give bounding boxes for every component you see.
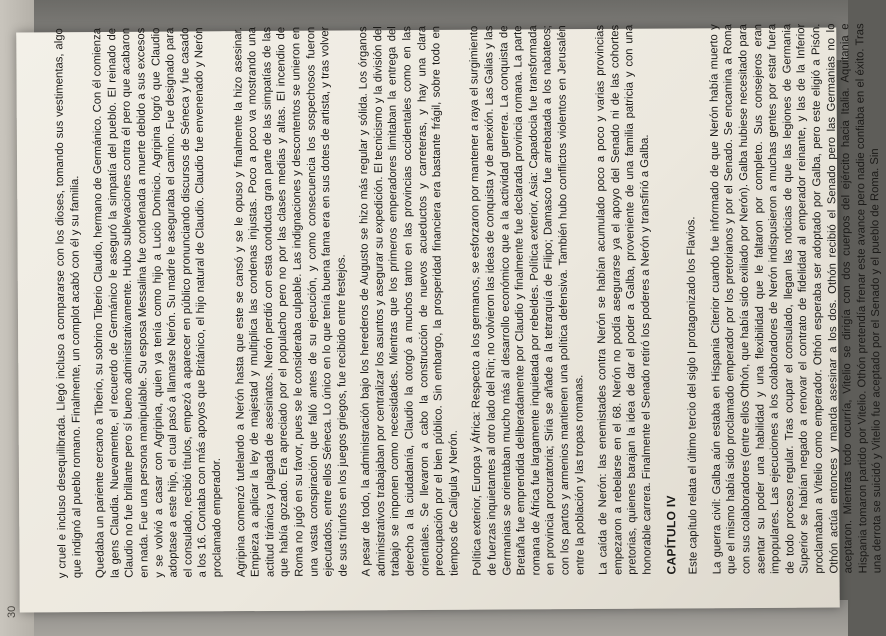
paragraph-agripina-neron: Agripina comenzó tutelando a Nerón hasta que este se cansó y se le opuso y finalmente la hizo asesinar. Empieza a aplicar la ley de majestad y multiplica las condenas injustas. Poco a poco va mostrando una actitud tiránica y plagada de asesinatos. Nerón perdió con esta conducta gran parte de las simpatías de las que había gozado. Era apreciado por el populacho pero no por las clases medias y altas. El incendio de Roma no jugó en su favor, pues se le consideraba culpable. Las indignaciones y descontentos se unieron en una vasta conspiración que falló antes de su ejecución, y como consecuencia los sospechosos fueron ejecutados, entre ellos Séneca. Lo único en lo que tenía buena fama era en sus dotes de artista, y tras volver de sus triunfos en los juegos griegos, fue recibido entre festejos. xyxy=(231,26,350,578)
paragraph-claudio: Quedaba un pariente cercano a Tiberio, su sobrino Tiberio Claudio, hermano de Germánico. Con él comienza la gens Claudia. Nuevamente, el recuerdo de Germánico le aseguró la simpatía del pueblo. El reinado de Claudio no fue brillante pero sí bueno administrativamente. Hubo sublevaciones contra él pero que acabaron en nada. Fue una persona manipulable. Su esposa Messalina fue condenada a muerte debido a sus excesos y se volvió a casar con Agripina, quien ya tenía como hijo a Lucio Domicio. Agripina logró que Claudio adoptase a este hijo, el cual pasó a llamarse Nerón. Su madre le aseguraba el camino. Fue designado para el consulado, recibió títulos, empezó a aparecer en público pronunciando discursos de Séneca y fue casado a los 16. Contaba con más apoyos que Británico, el hijo natural de Claudio. Claudio fue envenenado y Nerón proclamado emperador. xyxy=(91,27,224,579)
paragraph-caida-neron: La caída de Nerón: las enemistades contra Nerón se habían acumulado poco a poco y varias provincias empezaron a rebelarse en el 68. Nerón no podía asegurarse ya el apoyo del Senado ni de las cohortes pretorias, quienes barajan la idea de dar el poder a Galba, proveniente de una familia patricia y con una honorable carrera. Finalmente el Senado retiró los poderes a Nerón y transfirió a Galba. xyxy=(594,24,654,575)
paragraph-guerra-civil: La guerra civil: Galba aún estaba en Hispania Citerior cuando fue informado de que Nerón había muerto y que el mismo había sido proclamado emperador por los pretorianos y por el Senado. Se encamina a Roma con sus colaboradores (entre ellos Othón, que había sido exiliado por Nerón). Galba hubiese necesitado para asentar su poder una habilidad y una flexibilidad que le faltaron por completo. Sus consejeros eran impopulares. Las ejecuciones a los colaboradores de Nerón indispusieron a muchas gentes por estar fuera de todo proceso regular. Tras ocupar el consulado, llegan las noticias de que las legiones de Germania Superior se habían negado a renovar el contrato de fidelidad al emperador reinante, y las de la Inferior proclamaban a Vitelio como emperador. Othón esperaba ser adoptado por Galba, pero este eligió a Pisón. Othón actúa entonces y manda asesinar a los dos. Othón recibió el Senado pero las Germanias no lo aceptaron. Mientras todo ocurría, Vitelio se dirigía con dos cuerpos del ejército hacia Italia. Aquitania e Hispania tomaron partido por Vitelio. Othón pretendía frenar este avance pero nadie confiaba en el éxito. Tras una derrota se suicidó y Vitelio fue aceptado por el Senado y el pueblo de Roma. Sin xyxy=(707,23,884,575)
document-body xyxy=(44,23,885,592)
chapter-heading: CAPÍTULO IV xyxy=(663,495,679,575)
paragraph-chapter-intro: Este capítulo relata el último tercio del siglo I protagonizado los Flavios. xyxy=(685,216,700,575)
margin-note: 30 xyxy=(6,605,18,618)
rotated-text-block xyxy=(44,16,884,593)
paragraph-politica-exterior: Política exterior, Europa y África: Respecto a los germanos, se esforzaron por mantener a raya el surgimiento de fuerzas inquietantes al otro lado del Rin; no volvieron las ideas de conquista y de anexión. Las Galias y las Germanias se orientaban mucho más al desarrollo económico que a la actividad guerrera. La conquista de Bretaña fue emprendida deliberadamente por Claudio y finalmente fue declarada provincia romana. La parte romana de África fue largamente inquietada por rebeldes. Política exterior, Asia: Capadocia fue transformada en provincia procuratoria; Siria se añade a la tetrarquía de Filipo; Damasco fue arrebatada a los nabateos; con los partos y armenios mantienen una política defensiva. También hubo conflictos violentos en Jerusalén entre la población y las tropas romanas. xyxy=(468,25,587,576)
paragraph-administracion: A pesar de todo, la administración bajo los herederos de Augusto se hizo más regular y sólida. Los órganos administrativos trabajaban por centralizar los asuntos y asegurar su expedición. El tecnicismo y la división del trabajo se imponen como necesidades. Mientras que los primeros emperadores limitaban la entrega del derecho a la ciudadanía, Claudio la otorgó a muchos tanto en las provincias occidentales como en las orientales. Se llevaron a cabo la construcción de nuevos acueductos y carreteras, y hay una clara preocupación por el bien público. Sin embargo, la prosperidad financiera era bastante frágil, sobre todo en tiempos de Calígula y Nerón. xyxy=(357,25,461,577)
document-page xyxy=(16,23,884,613)
paragraph-caligula-end: y cruel e incluso desequilibrada. Llegó incluso a compararse con los dioses, tomando sus vestimentas, algo que indignó al pueblo romano. Finalmente, un complot acabó con él y su familia. xyxy=(53,28,84,579)
